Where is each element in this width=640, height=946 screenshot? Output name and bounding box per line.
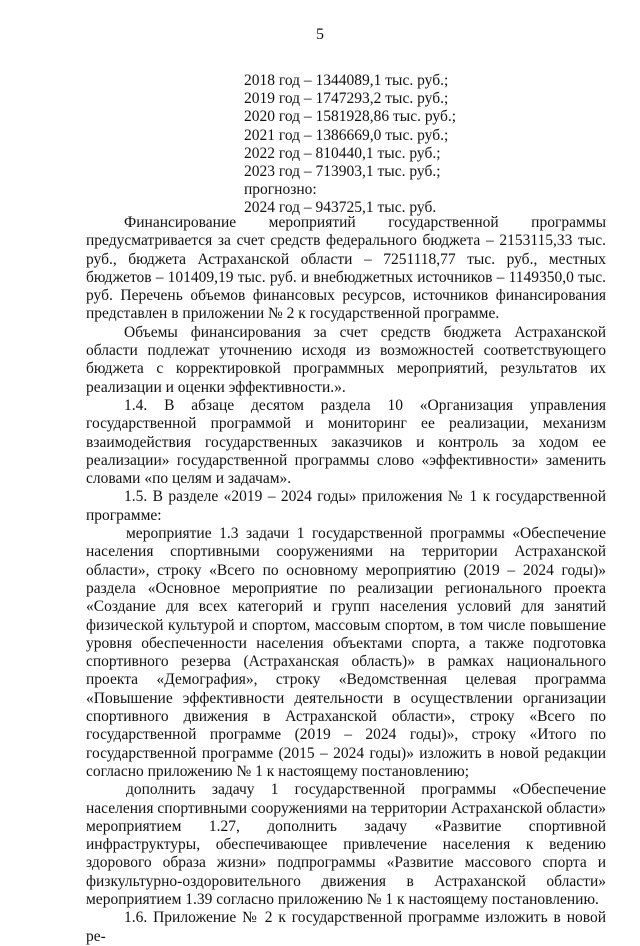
funding-forecast-label: прогнозно: [244,181,317,199]
document-body [86,214,606,946]
page-number: 5 [316,26,324,43]
funding-year-line: 2020 год – 1581928,86 тыс. руб.; [244,108,457,126]
funding-year-line: 2019 год – 1747293,2 тыс. руб.; [244,90,449,108]
paragraph-item-1-5: 1.5. В разделе «2019 – 2024 годы» приложения № 1 к государственной программе: [86,488,606,524]
paragraph-item-1-4: 1.4. В абзаце десятом раздела 10 «Организация управления государственной программой и мониторинг ее реализации, механизм взаимодействия государственных заказчиков и контроль за ходом ее реализации» государственной программы слово «эффективности» заменить словами «по целям и задачам». [86,396,606,488]
funding-by-year-list [244,72,456,218]
paragraph-measure-1-3: мероприятие 1.3 задачи 1 государственной программы «Обеспечение населения спортивными сооружениями на территории Астраханской области», строку «Всего по основному мероприятию (2019 – 2024 годы)» раздела «Основное мероприятие по реализации регионального проекта «Создание для всех категорий и групп населения условий для занятий физической культурой и спортом, массовым спортом, в том числе повышение уровня обеспеченности населения объектами спорта, а также подготовка спортивного резерва (Астраханская область)» в рамках национального проекта «Демография», строку «Ведомственная целевая программа «Повышение эффективности деятельности в осуществлении организации спортивного движения в Астраханской области», строку «Всего по государственной программе (2019 – 2024 годы)», строку «Итого по государственной программе (2015 – 2024 годы)» изложить в новой редакции согласно приложению № 1 к настоящему постановлению; [86,525,606,780]
paragraph-financing-sources: Финансирование мероприятий государственной программы предусматривается за счет средств федерального бюджета – 2153115,33 тыс. руб., бюджета Астраханской области – 7251118,77 тыс. руб., местных бюджетов – 101409,19 тыс. руб. и внебюджетных источников – 1149350,0 тыс. руб. Перечень объемов финансовых ресурсов, источников финансирования представлен в приложении № 2 к государственной программе. [86,214,606,323]
paragraph-supplement-task-1: дополнить задачу 1 государственной программы «Обеспечение населения спортивными сооружениями на территории Астраханской области» мероприятием 1.27, дополнить задачу «Развитие спортивной инфраструктуры, обеспечивающее привлечение населения к ведению здорового образа жизни» подпрограммы «Развитие массового спорта и физкультурно-оздоровительного движения в Астраханской области» мероприятием 1.39 согласно приложению № 1 к настоящему постановлению. [86,781,606,908]
funding-year-line: 2023 год – 713903,1 тыс. руб.; [244,162,441,180]
funding-year-line: 2018 год – 1344089,1 тыс. руб.; [244,72,449,89]
paragraph-budget-adjustment: Объемы финансирования за счет средств бюджета Астраханской области подлежат уточнению исходя из возможностей соответствующего бюджета с корректировкой программных мероприятий, результатов их реализации и оценки эффективности.». [86,323,606,396]
funding-year-line: 2021 год – 1386669,0 тыс. руб.; [244,126,449,144]
paragraph-item-1-6: 1.6. Приложение № 2 к государственной программе изложить в новой ре- [86,909,606,945]
funding-year-line: 2022 год – 810440,1 тыс. руб.; [244,144,441,162]
funding-year-line: 2024 год – 943725,1 тыс. руб. [244,199,437,217]
